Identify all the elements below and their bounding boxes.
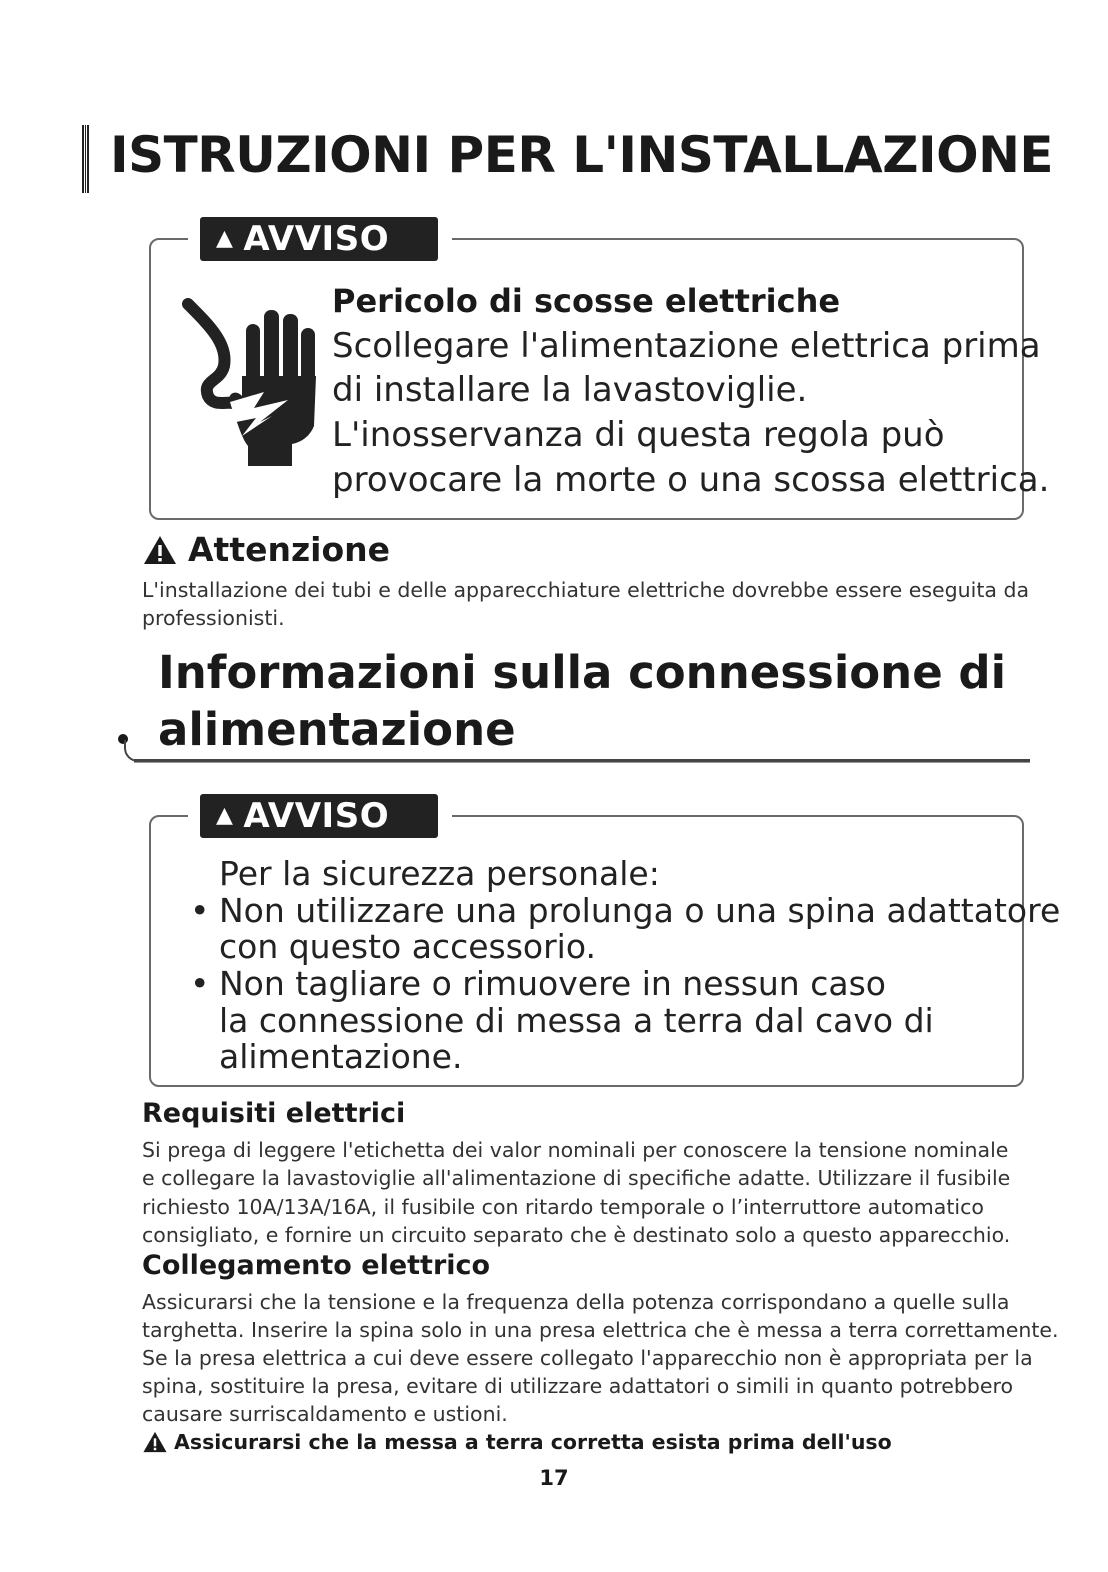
safety-bullet-line: alimentazione. [219,1037,463,1076]
page-number: 17 [539,1466,569,1490]
bullet-dot: • [190,964,210,1003]
safety-intro: Per la sicurezza personale: [219,854,660,893]
safety-bullet-line: la connessione di messa a terra dal cavo di [219,1001,934,1040]
warning-triangle-icon: ▲ [216,802,234,828]
warning-badge-label: AVVISO [243,796,390,836]
connection-heading: Collegamento elettrico [142,1250,491,1281]
attention-text-line: professionisti. [142,606,285,630]
requirements-heading: Requisiti elettrici [142,1098,406,1129]
attention-title: Attenzione [188,530,391,569]
requirements-text-line: richiesto 10A/13A/16A, il fusibile con ritardo temporale o l’interruttore automatico [142,1195,984,1219]
caution-triangle-icon [142,1430,168,1454]
safety-bullet-line: Non utilizzare una prolunga o una spina adattatore [219,891,1061,930]
warning-text-line: di installare la lavastoviglie. [332,370,808,410]
warning-triangle-icon: ▲ [216,225,234,251]
section-heading-line: alimentazione [158,703,516,756]
requirements-text-line: consigliato, e fornire un circuito separato che è destinato solo a questo apparecchio. [142,1223,1011,1247]
page-title: ISTRUZIONI PER L'INSTALLAZIONE [110,126,1054,184]
electric-shock-hand-icon [180,296,320,471]
bullet-dot: • [190,891,210,930]
requirements-text-line: e collegare la lavastoviglie all'alimentazione di specifiche adatte. Utilizzare il fusibile [142,1166,1011,1190]
warning-text-line: L'inosservanza di questa regola può [332,415,945,455]
connection-text-line: spina, sostituire la presa, evitare di utilizzare adattatori o simili in quanto potrebbero [142,1374,1013,1398]
requirements-text-line: Si prega di leggere l'etichetta dei valor nominali per conoscere la tensione nominale [142,1138,1009,1162]
warning-badge [200,217,438,261]
grounding-warning [142,1430,892,1454]
connection-text-line: Se la presa elettrica a cui deve essere collegato l'apparecchio non è appropriata per la [142,1346,1033,1370]
warning-text-line: provocare la morte o una scossa elettrica. [332,460,1050,500]
title-decoration-line [85,125,86,193]
safety-bullet-line: con questo accessorio. [219,927,596,966]
attention-heading [142,530,390,569]
connection-text-line: Assicurarsi che la tensione e la frequenza della potenza corrispondano a quelle sulla [142,1290,1010,1314]
warning-badge-label: AVVISO [243,219,390,259]
safety-bullet-line: Non tagliare o rimuovere in nessun caso [219,964,886,1003]
caution-triangle-icon [142,534,178,566]
warning-badge [200,794,438,838]
connection-text-line: causare surriscaldamento e ustioni. [142,1402,508,1426]
section-heading-line: Informazioni sulla connessione di [158,646,1007,699]
section-rule [134,759,1030,763]
warning-text-line: Scollegare l'alimentazione elettrica prima [332,326,1041,366]
attention-text-line: L'installazione dei tubi e delle apparecchiature elettriche dovrebbe essere eseguita da [142,578,1030,602]
grounding-warning-text: Assicurarsi che la messa a terra corretta esista prima dell'uso [174,1430,892,1454]
warning-heading: Pericolo di scosse elettriche [332,282,841,320]
connection-text-line: targhetta. Inserire la spina solo in una presa elettrica che è messa a terra correttamente. [142,1318,1059,1342]
